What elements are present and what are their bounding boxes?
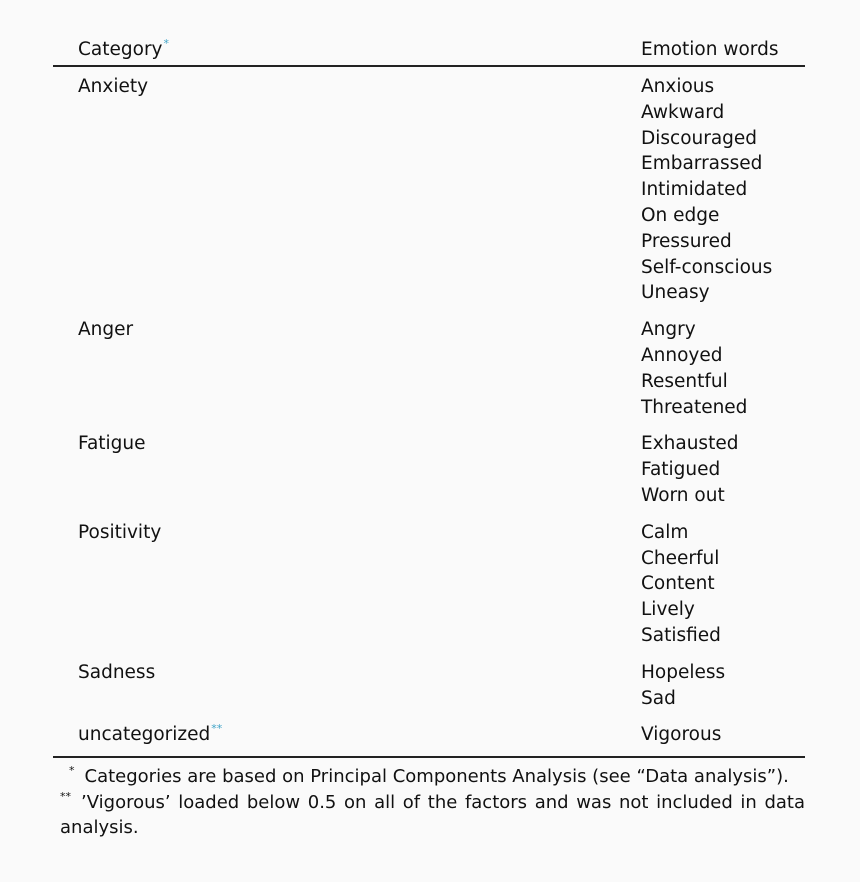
emotion-word: Angry [641, 319, 696, 341]
category-cell [78, 74, 148, 100]
emotion-word: Cheerful [641, 547, 720, 569]
table-row [53, 722, 805, 748]
emotion-word: Threatened [641, 396, 748, 418]
category-label: Anxiety [78, 76, 149, 97]
category-cell [78, 520, 161, 546]
emotion-words-cell [641, 722, 805, 748]
category-cell [78, 431, 146, 457]
emotion-word: Exhausted [641, 433, 739, 455]
footnote-text: Categories are based on Principal Components Analysis (see “Data analysis”). [84, 766, 789, 788]
emotion-words-cell [641, 74, 805, 306]
header-category [78, 38, 169, 62]
emotion-word: Vigorous [641, 724, 722, 746]
emotion-word: Hopeless [641, 661, 726, 683]
category-cell [78, 660, 155, 686]
emotion-word: Intimidated [641, 179, 748, 201]
category-label: uncategorized [78, 724, 211, 746]
footnote-mark: ** [60, 789, 71, 803]
table-row [53, 74, 805, 306]
emotion-word: On edge [641, 204, 720, 226]
footnote-text: ’Vigorous’ loaded below 0.5 on all of the factors and was not included in data analysis. [60, 791, 805, 839]
emotion-word: Worn out [641, 484, 725, 506]
emotion-word: Sad [641, 687, 676, 709]
table-row [53, 317, 805, 420]
category-label: Anger [78, 319, 134, 341]
category-cell [78, 722, 222, 748]
emotion-word: Embarrassed [641, 153, 763, 175]
category-label: Fatigue [78, 433, 146, 455]
emotion-word: Uneasy [641, 282, 710, 304]
emotion-word: Pressured [641, 230, 732, 252]
emotion-words-cell [641, 317, 805, 420]
emotion-word: Anxious [641, 76, 715, 97]
footnote-mark: * [69, 764, 75, 778]
table-header [53, 34, 805, 67]
table-row [53, 520, 805, 649]
emotion-word: Satisfied [641, 624, 721, 646]
category-label: Sadness [78, 661, 156, 683]
table-row [53, 431, 805, 508]
category-footnote-mark[interactable]: ** [211, 722, 223, 736]
emotion-words-cell [641, 520, 805, 649]
emotion-word: Awkward [641, 101, 725, 123]
category-label: Positivity [78, 521, 162, 543]
header-category-footnote-mark[interactable]: * [163, 37, 170, 50]
table-footnotes [53, 764, 805, 841]
emotion-word: Calm [641, 521, 689, 543]
footnote-2 [53, 790, 805, 841]
emotion-word: Self-conscious [641, 256, 773, 278]
category-cell [78, 317, 133, 343]
emotion-words-cell [641, 431, 805, 508]
emotion-word: Resentful [641, 370, 728, 392]
emotion-word: Discouraged [641, 127, 758, 149]
footnote-1 [53, 764, 805, 790]
emotion-word: Annoyed [641, 344, 723, 366]
emotion-word: Content [641, 573, 715, 595]
table-row [53, 660, 805, 712]
emotion-word: Lively [641, 599, 695, 621]
emotion-words-cell [641, 660, 805, 712]
header-emotion-words: Emotion words [641, 39, 779, 60]
emotion-table [53, 34, 805, 841]
table-body [53, 67, 805, 758]
emotion-word: Fatigued [641, 459, 721, 481]
header-category-label: Category [78, 39, 163, 60]
